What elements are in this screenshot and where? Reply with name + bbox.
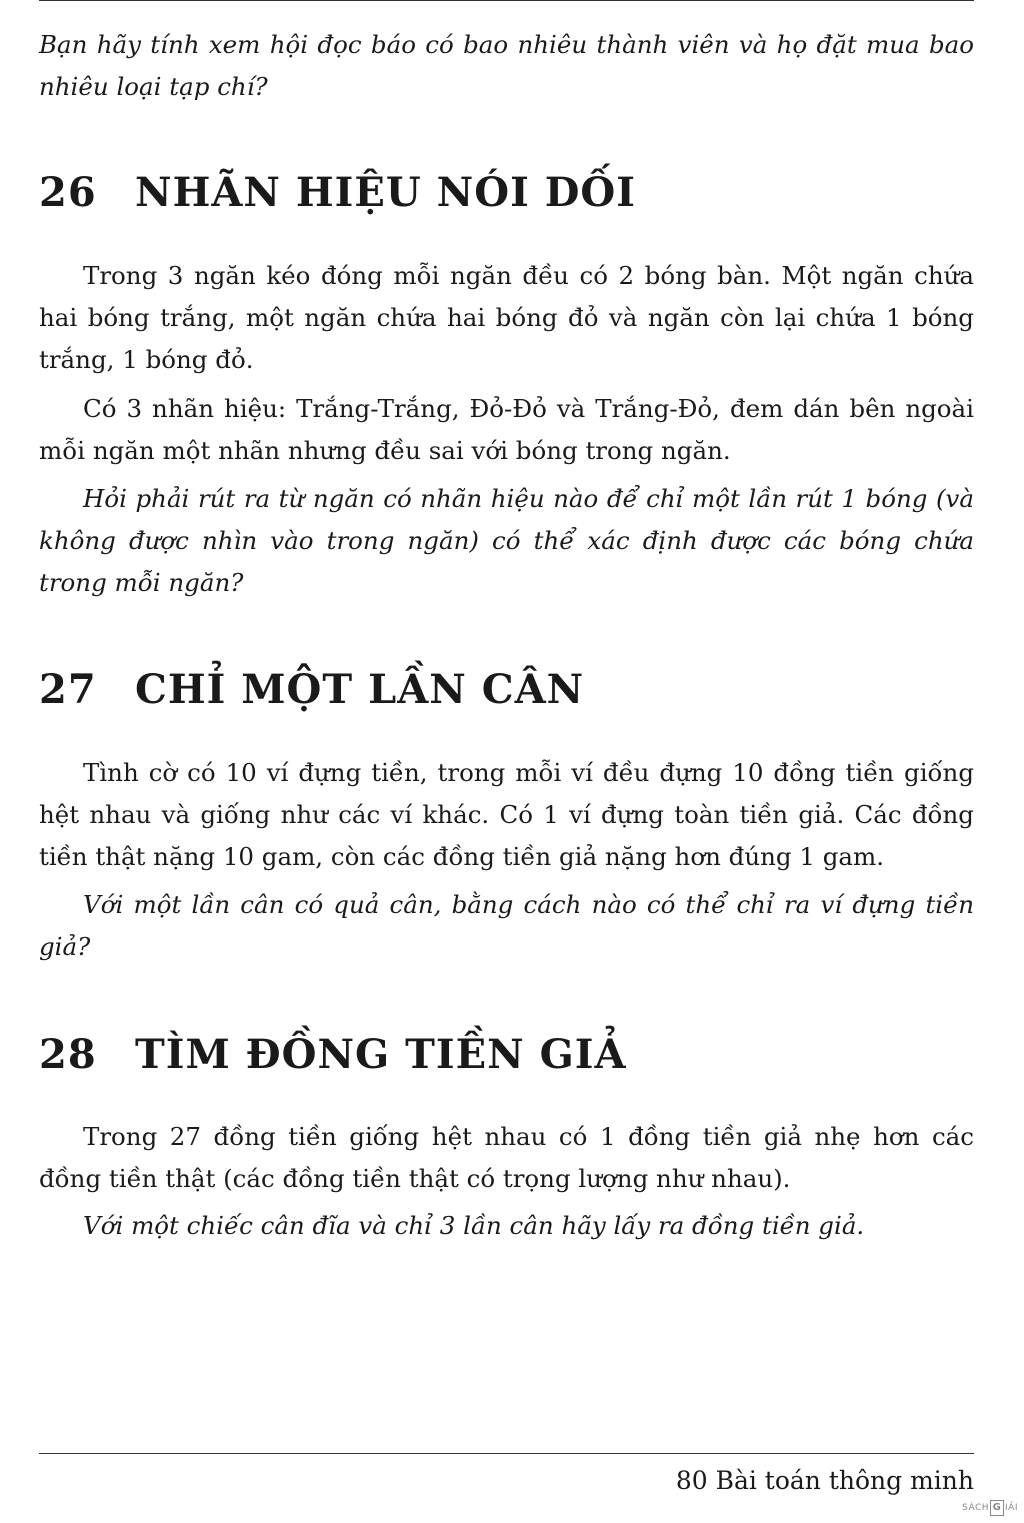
- section-title: TÌM ĐỒNG TIỀN GIẢ: [135, 1031, 627, 1078]
- section-number: 27: [39, 666, 97, 713]
- top-rule: [39, 0, 974, 1]
- section-title: CHỈ MỘT LẦN CÂN: [135, 666, 585, 713]
- watermark-text-right: IẢI: [1005, 1503, 1018, 1513]
- footer-book-title: 80 Bài toán thông minh: [675, 1466, 974, 1495]
- section-26-paragraph-1: Trong 3 ngăn kéo đóng mỗi ngăn đều có 2 bóng bàn. Một ngăn chứa hai bóng trắng, một ngăn chứa hai bóng đỏ và ngăn còn lại chứa 1 bóng trắng, 1 bóng đỏ.: [39, 261, 974, 374]
- watermark-g-icon: G: [990, 1500, 1004, 1516]
- section-26-heading: [39, 168, 974, 218]
- intro-question: Bạn hãy tính xem hội đọc báo có bao nhiêu thành viên và họ đặt mua bao nhiêu loại tạp chí?: [39, 30, 974, 101]
- section-27-question: Với một lần cân có quả cân, bằng cách nào có thể chỉ ra ví đựng tiền giả?: [39, 890, 974, 961]
- watermark-text-left: SÁCH: [962, 1503, 990, 1513]
- footer-rule: [39, 1453, 974, 1454]
- section-26-question: Hỏi phải rút ra từ ngăn có nhãn hiệu nào để chỉ một lần rút 1 bóng (và không được nhìn vào trong ngăn) có thể xác định được các bóng chứa trong mỗi ngăn?: [39, 484, 974, 597]
- section-number: 26: [39, 169, 97, 216]
- section-27-heading: [39, 665, 974, 715]
- section-28-paragraph-1: Trong 27 đồng tiền giống hệt nhau có 1 đồng tiền giả nhẹ hơn các đồng tiền thật (các đồng tiền thật có trọng lượng như nhau).: [39, 1122, 974, 1193]
- section-number: 28: [39, 1031, 97, 1078]
- section-26-paragraph-2: Có 3 nhãn hiệu: Trắng-Trắng, Đỏ-Đỏ và Trắng-Đỏ, đem dán bên ngoài mỗi ngăn một nhãn nhưng đều sai với bóng trong ngăn.: [39, 394, 974, 465]
- section-28-question: Với một chiếc cân đĩa và chỉ 3 lần cân hãy lấy ra đồng tiền giả.: [83, 1211, 865, 1240]
- watermark-logo: [962, 1500, 1018, 1516]
- section-title: NHÃN HIỆU NÓI DỐI: [135, 169, 636, 216]
- section-27-paragraph-1: Tình cờ có 10 ví đựng tiền, trong mỗi ví đều đựng 10 đồng tiền giống hệt nhau và giống như các ví khác. Có 1 ví đựng toàn tiền giả. Các đồng tiền thật nặng 10 gam, còn các đồng tiền giả nặng hơn đúng 1 gam.: [39, 758, 974, 871]
- section-28-heading: [39, 1030, 974, 1080]
